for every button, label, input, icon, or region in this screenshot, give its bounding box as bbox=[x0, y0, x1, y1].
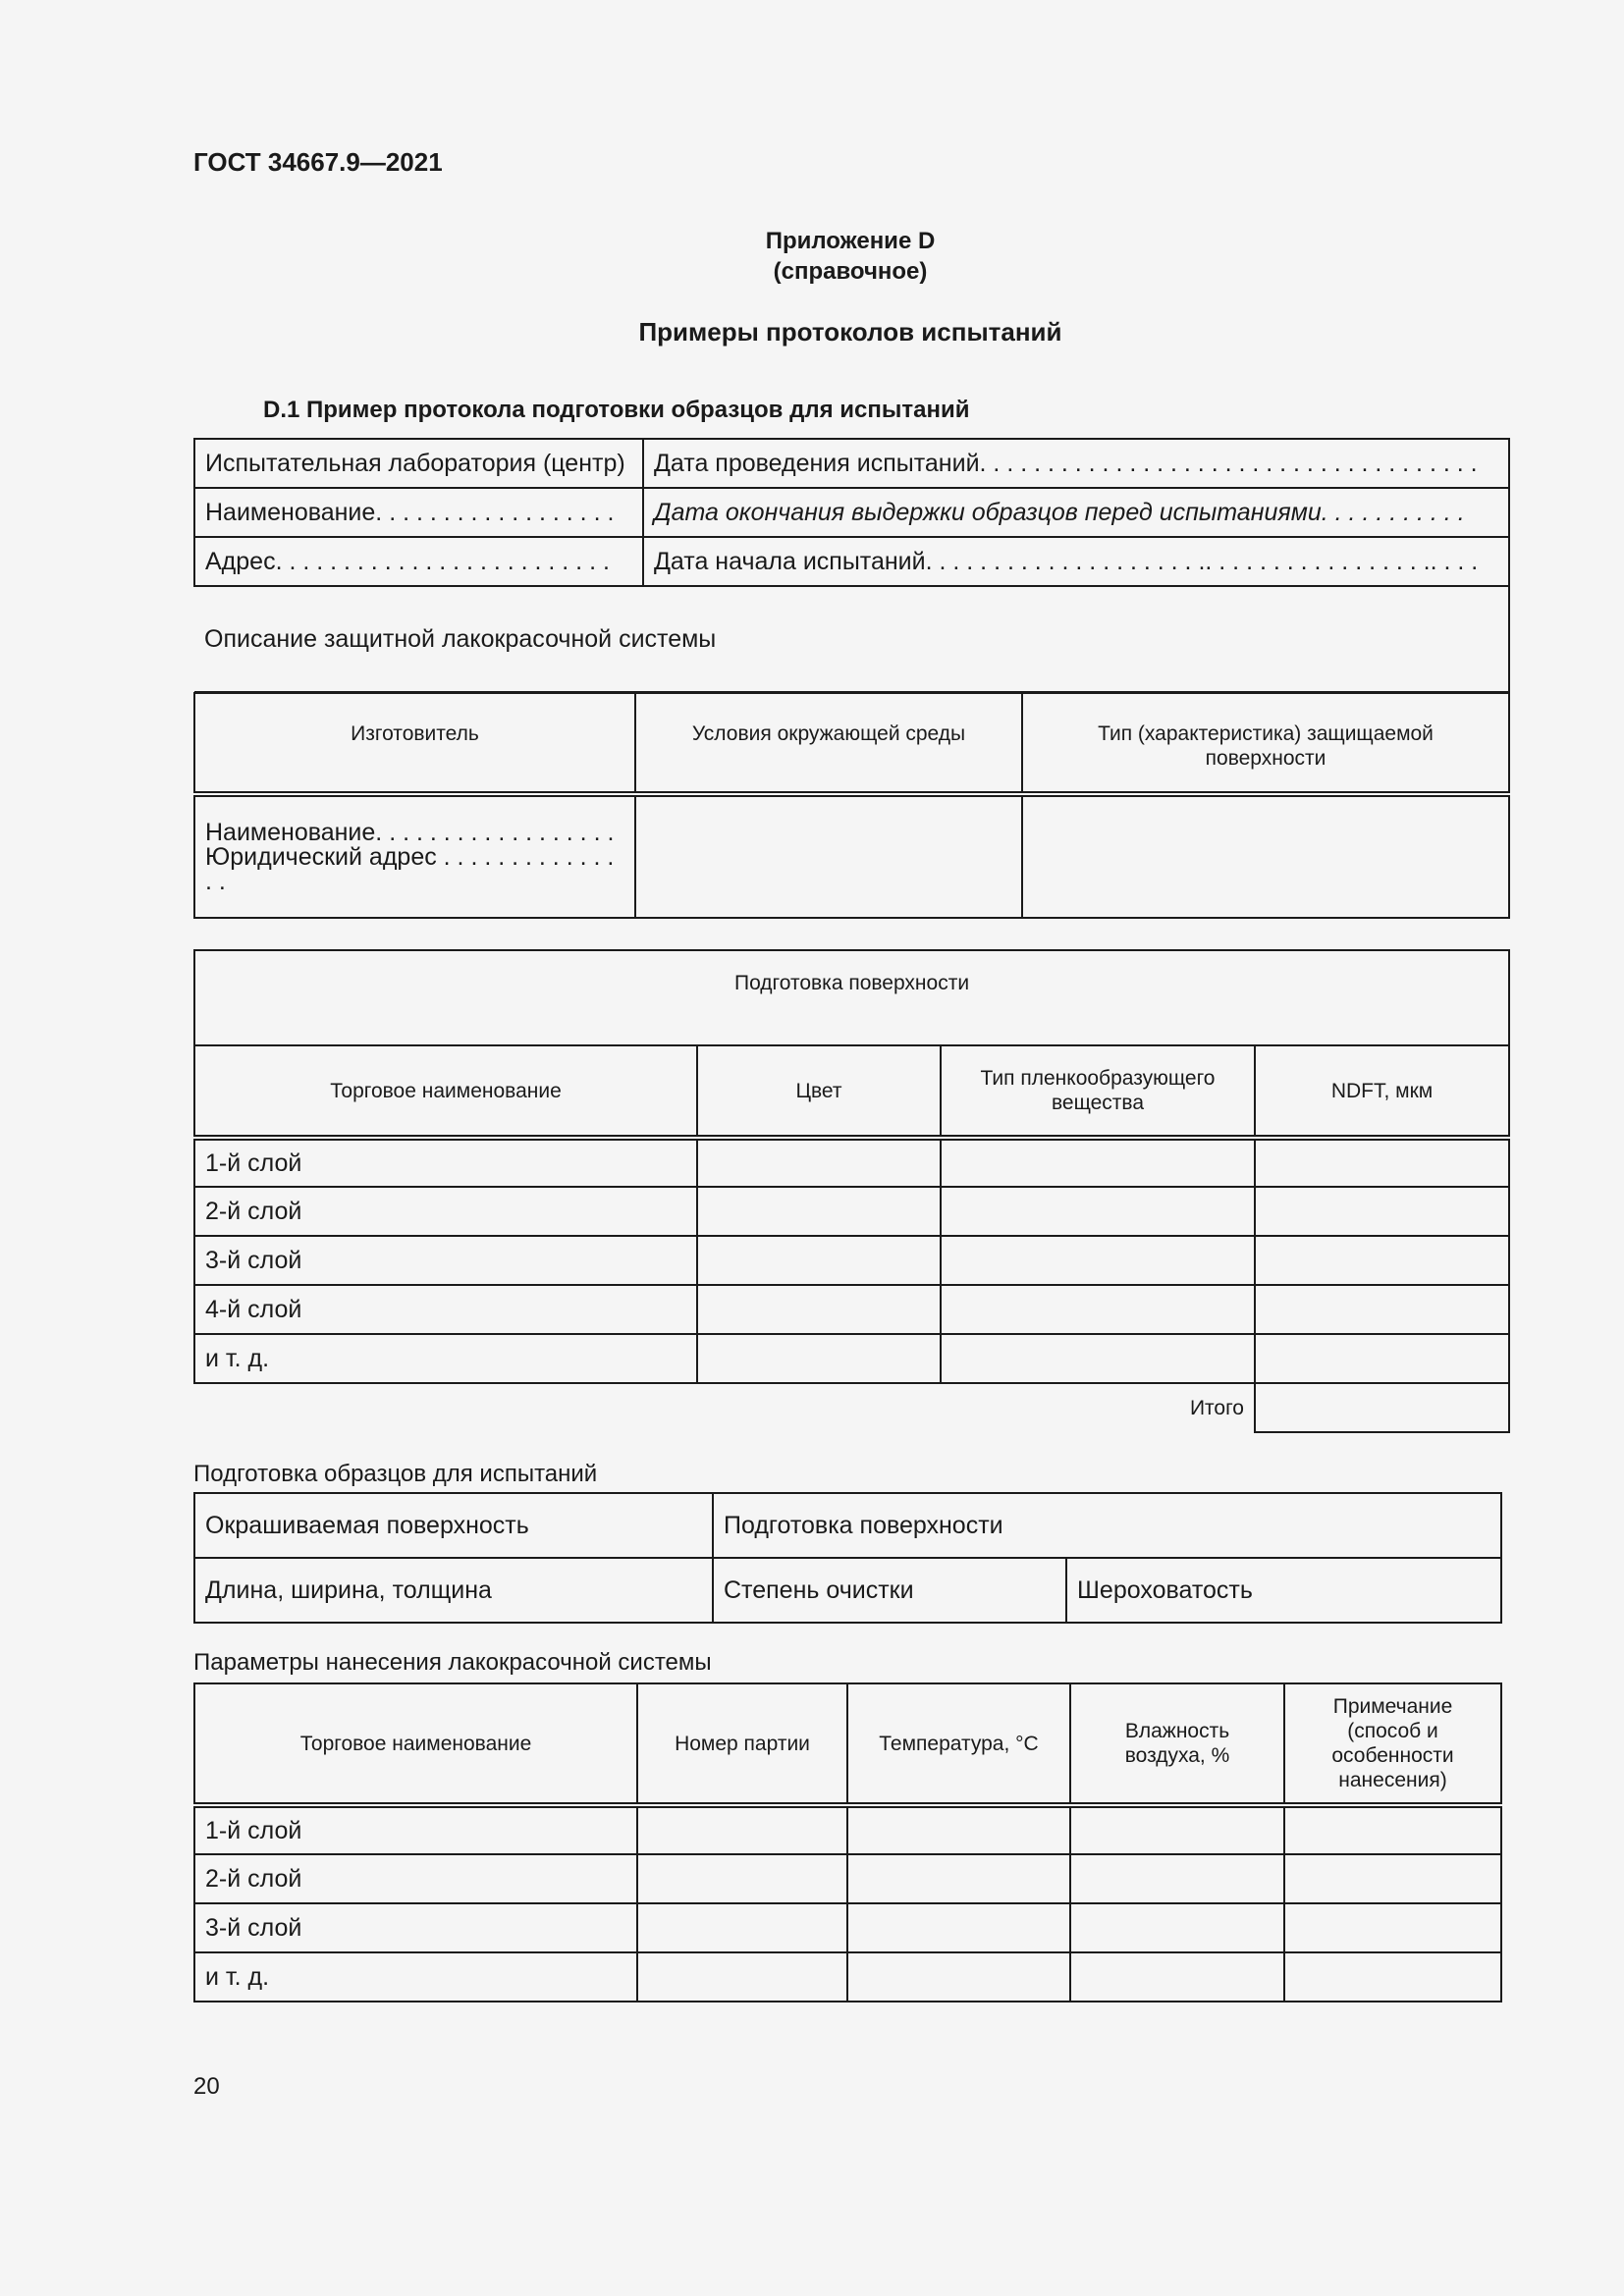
table-row bbox=[194, 1285, 1509, 1334]
system-description-label: Описание защитной лакокрасочной системы bbox=[194, 586, 1509, 692]
painted-surface-label: Окрашиваемая поверхность bbox=[194, 1493, 713, 1558]
batch-number-header: Номер партии bbox=[637, 1683, 847, 1805]
manufacturer-details-cell bbox=[194, 794, 635, 918]
test-start-field: Дата начала испытаний. . . . . . . . . . . . . . . . . . . . .. . . . . . . . . . . . . . . . .. . . . bbox=[643, 537, 1509, 586]
page-title: Примеры протоколов испытаний bbox=[638, 317, 1062, 347]
application-params-table bbox=[193, 1682, 1502, 2002]
total-row bbox=[194, 1383, 1509, 1432]
table-row bbox=[194, 1138, 1509, 1187]
layer-label: 3-й слой bbox=[194, 1903, 637, 1952]
info-table bbox=[193, 438, 1510, 693]
annex-heading bbox=[0, 226, 1624, 287]
table-row bbox=[194, 1952, 1501, 2002]
binder-type-header: Тип пленкообразующего вещества bbox=[941, 1045, 1255, 1138]
note-header: Примечание (способ и особенности нанесения) bbox=[1284, 1683, 1501, 1805]
surface-preparation-label: Подготовка поверхности bbox=[713, 1493, 1501, 1558]
layer-label: 4-й слой bbox=[194, 1285, 697, 1334]
table-row bbox=[194, 1236, 1509, 1285]
layer-label: и т. д. bbox=[194, 1952, 637, 2002]
temperature-header: Температура, °С bbox=[847, 1683, 1070, 1805]
manufacturer-name-field: Наименование. . . . . . . . . . . . . . . . . . bbox=[205, 818, 615, 846]
surface-type-cell bbox=[1022, 794, 1509, 918]
section-d1-title: D.1 Пример протокола подготовки образцов для испытаний bbox=[263, 397, 970, 423]
name-field: Наименование. . . . . . . . . . . . . . . . . . bbox=[194, 488, 643, 537]
cleaning-degree-label: Степень очистки bbox=[713, 1558, 1066, 1623]
conditioning-end-field: Дата окончания выдержки образцов перед испытаниями. . . . . . . . . . . bbox=[643, 488, 1509, 537]
total-label: Итого bbox=[1189, 1397, 1244, 1419]
environment-cell bbox=[635, 794, 1022, 918]
ndft-header: NDFT, мкм bbox=[1255, 1045, 1509, 1138]
layer-label: 2-й слой bbox=[194, 1854, 637, 1903]
layer-label: 3-й слой bbox=[194, 1236, 697, 1285]
document-code: ГОСТ 34667.9—2021 bbox=[193, 147, 443, 177]
application-params-caption: Параметры нанесения лакокрасочной системы bbox=[193, 1649, 712, 1676]
annex-subtitle: (справочное) bbox=[773, 258, 928, 285]
layer-label: 1-й слой bbox=[194, 1138, 697, 1187]
layer-label: 1-й слой bbox=[194, 1805, 637, 1854]
address-field: Адрес. . . . . . . . . . . . . . . . . . . . . . . . . bbox=[194, 537, 643, 586]
surface-prep-table bbox=[193, 949, 1510, 1433]
trade-name-header: Торговое наименование bbox=[194, 1045, 697, 1138]
sample-prep-caption: Подготовка образцов для испытаний bbox=[193, 1461, 598, 1487]
roughness-label: Шероховатость bbox=[1066, 1558, 1501, 1623]
table-row bbox=[194, 1903, 1501, 1952]
table-row bbox=[194, 1854, 1501, 1903]
table-row bbox=[194, 1805, 1501, 1854]
layer-label: и т. д. bbox=[194, 1334, 697, 1383]
lab-label: Испытательная лаборатория (центр) bbox=[194, 439, 643, 488]
manufacturer-legal-address-field: Юридический адрес . . . . . . . . . . . . . . . bbox=[205, 842, 615, 895]
page-number: 20 bbox=[193, 2073, 220, 2100]
table-row bbox=[194, 1187, 1509, 1236]
humidity-header: Влажность воздуха, % bbox=[1070, 1683, 1284, 1805]
total-cell bbox=[1255, 1383, 1509, 1432]
color-header: Цвет bbox=[697, 1045, 941, 1138]
sample-prep-table bbox=[193, 1492, 1502, 1624]
manufacturer-table bbox=[193, 692, 1510, 919]
table-row bbox=[194, 1334, 1509, 1383]
annex-title: Приложение D bbox=[765, 228, 936, 254]
test-date-field: Дата проведения испытаний. . . . . . . . . . . . . . . . . . . . . . . . . . . . . . . . . . . . . bbox=[643, 439, 1509, 488]
surface-prep-title: Подготовка поверхности bbox=[194, 950, 1509, 1045]
manufacturer-header: Изготовитель bbox=[194, 693, 635, 794]
layer-label: 2-й слой bbox=[194, 1187, 697, 1236]
trade-name-header: Торговое наименование bbox=[194, 1683, 637, 1805]
dimensions-label: Длина, ширина, толщина bbox=[194, 1558, 713, 1623]
environment-header: Условия окружающей среды bbox=[635, 693, 1022, 794]
surface-type-header: Тип (характеристика) защищаемой поверхности bbox=[1022, 693, 1509, 794]
